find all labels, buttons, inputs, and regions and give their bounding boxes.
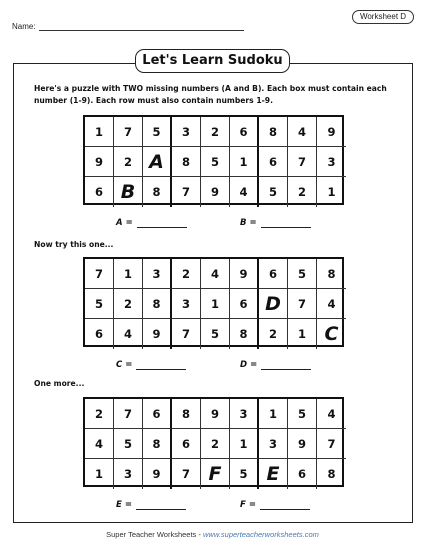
sudoku-cell: 6 [259,147,288,177]
sudoku-cell: 9 [143,319,172,349]
sudoku-cell: 1 [85,459,114,489]
sudoku-cell: 1 [288,319,317,349]
sudoku-cell: 9 [317,117,346,147]
sudoku-cell: 7 [172,459,201,489]
answer-d[interactable] [240,360,311,370]
sudoku-cell: 4 [317,399,346,429]
sudoku-cell: 4 [230,177,259,207]
sudoku-cell: 8 [143,429,172,459]
sudoku-cell: 5 [114,429,143,459]
answer-eq: = [248,500,256,510]
sudoku-cell: 1 [201,289,230,319]
sudoku-cell: 6 [143,399,172,429]
name-field[interactable] [12,22,244,31]
footer-url[interactable]: www.superteacherworksheets.com [202,530,319,539]
footer [0,530,425,539]
sudoku-cell: 2 [201,117,230,147]
answer-f[interactable] [240,500,310,510]
answer-blank[interactable] [260,501,310,510]
sudoku-cell: 4 [114,319,143,349]
sudoku-cell: 2 [114,289,143,319]
missing-cell: C [324,323,339,345]
sudoku-cell: 2 [172,259,201,289]
answer-var: F [240,500,246,510]
footer-separator: - [196,530,203,539]
missing-cell: D [259,289,288,319]
missing-cell: E [259,459,288,489]
sudoku-grid-3 [83,397,344,487]
sudoku-cell: 8 [230,319,259,349]
sudoku-cell: 8 [259,117,288,147]
answer-var: C [116,360,123,370]
sudoku-grid-2 [83,257,344,347]
sudoku-cell: 8 [172,399,201,429]
answer-blank[interactable] [261,361,311,370]
sudoku-cell: 9 [201,177,230,207]
sudoku-cell: 3 [230,399,259,429]
sudoku-cell: 2 [85,399,114,429]
sudoku-cell: 4 [288,117,317,147]
sudoku-cell: 8 [317,259,346,289]
answer-blank[interactable] [137,219,187,228]
sudoku-cell: 5 [201,319,230,349]
sudoku-cell: 2 [259,319,288,349]
answer-eq: = [250,360,258,370]
sudoku-cell: 7 [114,117,143,147]
sudoku-cell: 7 [288,289,317,319]
sudoku-cell: 5 [259,177,288,207]
answer-var: E [116,500,122,510]
sudoku-cell: 7 [317,429,346,459]
sudoku-cell: 5 [143,117,172,147]
missing-cell: B [114,177,143,207]
name-line[interactable] [39,22,244,31]
sudoku-cell: 6 [85,177,114,207]
sudoku-cell: 6 [230,117,259,147]
sudoku-cell: 9 [288,429,317,459]
name-label: Name: [12,22,36,31]
answer-eq: = [125,360,133,370]
sudoku-cell: 2 [114,147,143,177]
sudoku-cell: 8 [327,467,336,481]
page-title: Let's Learn Sudoku [135,49,290,73]
sudoku-cell: 7 [85,259,114,289]
sudoku-cell: 6 [288,459,317,489]
instructions: Here's a puzzle with TWO missing numbers (A and B). Each box must contain each number (1-9). Each row must also contain numbers 1-9. [34,84,387,105]
sudoku-cell: 5 [230,459,259,489]
sudoku-cell: 1 [230,147,259,177]
sudoku-cell: 3 [317,147,346,177]
section-label-2: Now try this one... [34,240,114,249]
sudoku-cell: 5 [85,289,114,319]
sudoku-cell: 5 [201,147,230,177]
sudoku-cell: 1 [85,117,114,147]
worksheet-badge: Worksheet D [352,10,414,24]
answer-var: D [240,360,248,370]
sudoku-cell: 2 [288,177,317,207]
footer-brand: Super Teacher Worksheets [106,530,197,539]
answer-var: B [240,218,247,228]
sudoku-cell: 7 [288,147,317,177]
answer-blank[interactable] [261,219,311,228]
answer-blank[interactable] [136,501,186,510]
sudoku-cell: 3 [259,429,288,459]
missing-cell: F [201,459,230,489]
sudoku-cell: 8 [172,147,201,177]
sudoku-cell: 4 [85,429,114,459]
sudoku-cell: 8 [143,177,172,207]
sudoku-cell: 3 [114,459,143,489]
sudoku-cell: 9 [85,147,114,177]
answer-a[interactable] [116,218,187,228]
sudoku-cell: 7 [172,177,201,207]
sudoku-grid-1 [83,115,344,205]
sudoku-cell: 8 [143,289,172,319]
sudoku-cell: 6 [85,319,114,349]
answer-var: A [116,218,123,228]
sudoku-cell: 1 [259,399,288,429]
missing-cell: A [143,147,172,177]
sudoku-cell: 5 [288,259,317,289]
answer-eq: = [124,500,132,510]
answer-b[interactable] [240,218,311,228]
sudoku-cell: 6 [172,429,201,459]
sudoku-cell: 1 [230,429,259,459]
sudoku-cell: 1 [114,259,143,289]
sudoku-cell: 9 [201,399,230,429]
answer-eq: = [125,218,133,228]
sudoku-cell: 6 [230,289,259,319]
sudoku-cell: 9 [143,459,172,489]
answer-c[interactable] [116,360,186,370]
sudoku-cell: 9 [230,259,259,289]
sudoku-cell: 4 [201,259,230,289]
sudoku-cell: 5 [288,399,317,429]
answer-blank[interactable] [136,361,186,370]
sudoku-cell: 7 [172,319,201,349]
sudoku-cell: 3 [143,259,172,289]
sudoku-cell: 3 [172,117,201,147]
answer-e[interactable] [116,500,186,510]
sudoku-cell: 4 [317,289,346,319]
sudoku-cell: 1 [327,185,336,199]
sudoku-cell: 3 [172,289,201,319]
section-label-3: One more... [34,379,85,388]
sudoku-cell: 6 [259,259,288,289]
sudoku-cell: 2 [201,429,230,459]
answer-eq: = [249,218,257,228]
sudoku-cell: 7 [114,399,143,429]
